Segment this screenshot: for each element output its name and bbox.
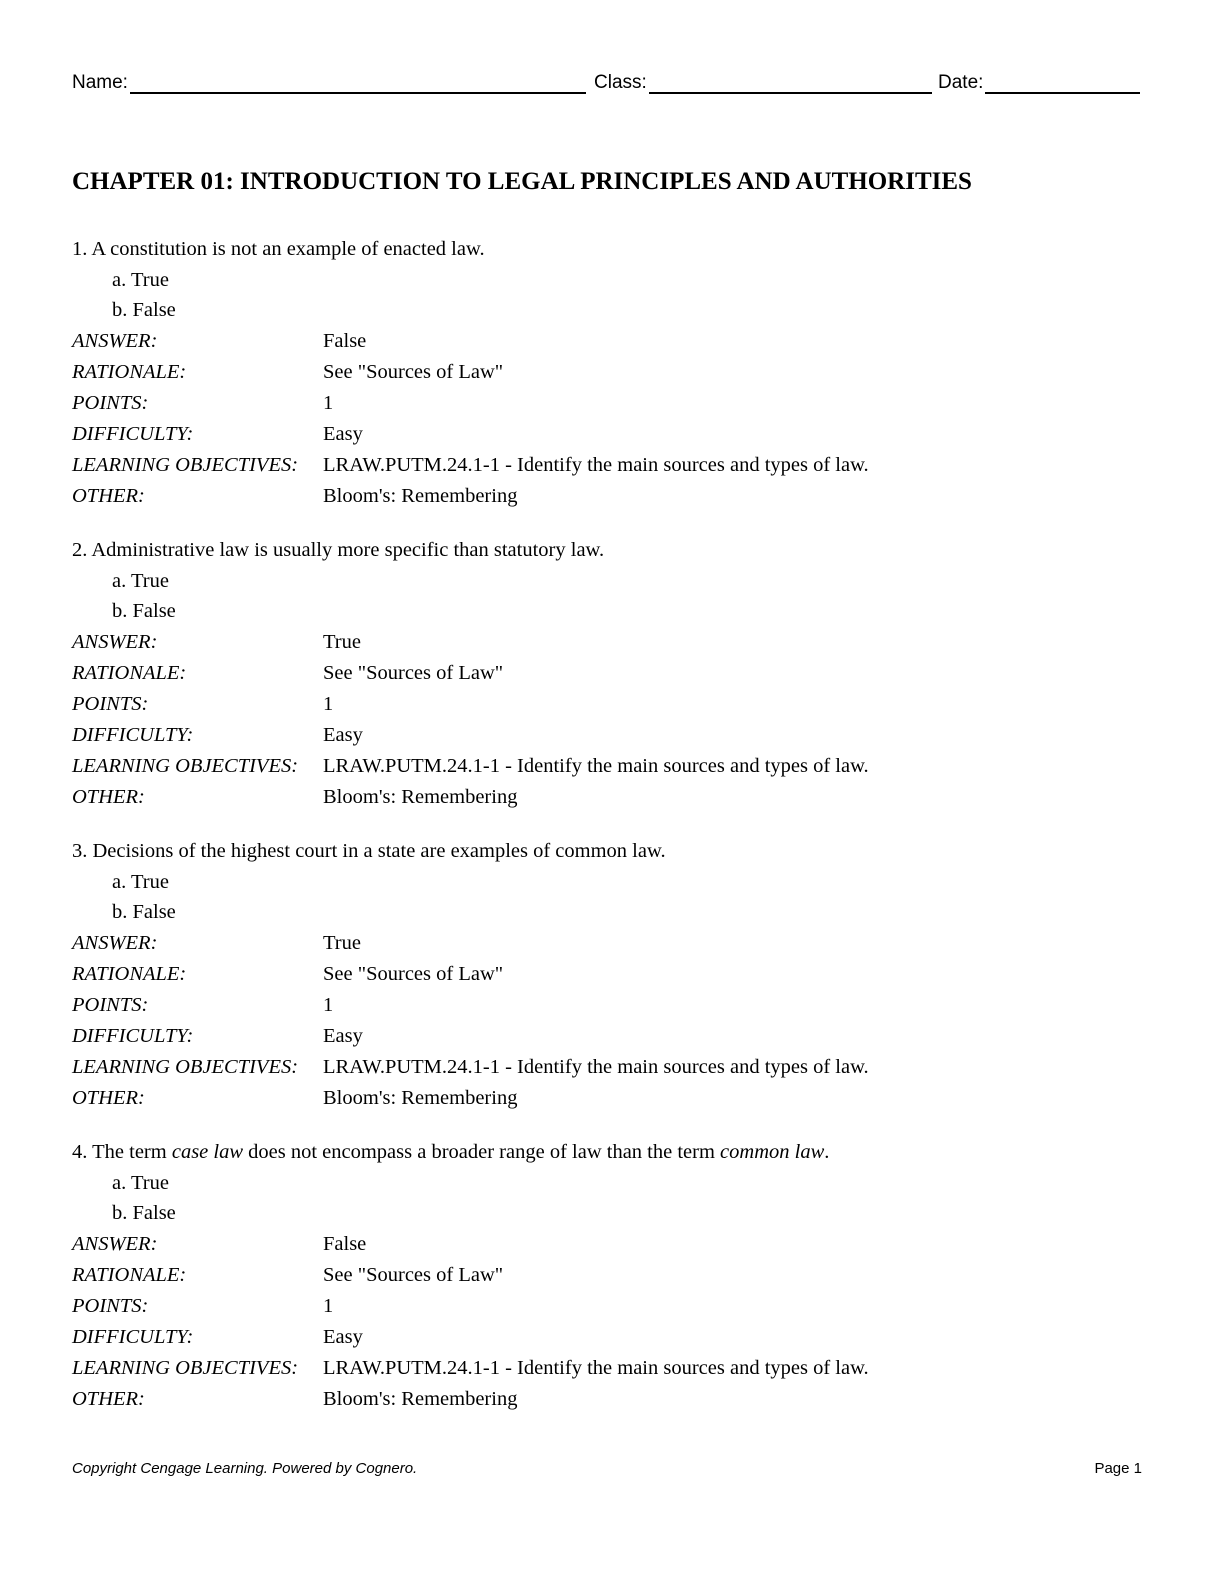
rationale-label: RATIONALE: xyxy=(72,661,187,684)
points-row xyxy=(72,689,1152,720)
name-field[interactable] xyxy=(72,70,586,94)
class-input-line[interactable] xyxy=(649,70,932,94)
date-label: Date: xyxy=(938,72,984,93)
other-label: OTHER: xyxy=(72,785,145,808)
other-value: Bloom's: Remembering xyxy=(323,785,518,808)
rationale-value: See "Sources of Law" xyxy=(323,1263,504,1286)
question-1 xyxy=(72,234,1152,535)
difficulty-row xyxy=(72,1322,1152,1353)
difficulty-row xyxy=(72,419,1152,450)
class-label: Class: xyxy=(594,72,647,93)
learning-objectives-label: LEARNING OBJECTIVES: xyxy=(72,1055,299,1078)
student-info-header xyxy=(72,70,1144,98)
question-number: 1. xyxy=(72,238,88,260)
date-input-line[interactable] xyxy=(985,70,1140,94)
question-number: 3. xyxy=(72,840,88,862)
answer-label: ANSWER: xyxy=(72,931,158,954)
option-b[interactable]: b. False xyxy=(112,299,176,321)
points-value: 1 xyxy=(323,692,334,715)
other-value: Bloom's: Remembering xyxy=(323,1387,518,1410)
points-value: 1 xyxy=(323,1294,334,1317)
difficulty-value: Easy xyxy=(323,1325,363,1348)
difficulty-row xyxy=(72,1021,1152,1052)
learning-objectives-value: LRAW.PUTM.24.1-1 - Identify the main sources and types of law. xyxy=(323,453,869,476)
rationale-label: RATIONALE: xyxy=(72,962,187,985)
option-a[interactable]: a. True xyxy=(112,569,169,592)
question-text xyxy=(72,234,1152,265)
name-input-line[interactable] xyxy=(130,70,586,94)
footer-copyright: Copyright Cengage Learning. Powered by Cognero. xyxy=(72,1460,418,1477)
learning-objectives-value: LRAW.PUTM.24.1-1 - Identify the main sources and types of law. xyxy=(323,1356,869,1379)
question-text-part: Decisions of the highest court in a state are examples of common law. xyxy=(92,840,666,862)
rationale-value: See "Sources of Law" xyxy=(323,360,504,383)
other-row xyxy=(72,481,1152,512)
answer-label: ANSWER: xyxy=(72,1232,158,1255)
difficulty-label: DIFFICULTY: xyxy=(72,422,194,445)
answer-value: True xyxy=(323,630,361,653)
difficulty-label: DIFFICULTY: xyxy=(72,1325,194,1348)
difficulty-label: DIFFICULTY: xyxy=(72,723,194,746)
learning-objectives-label: LEARNING OBJECTIVES: xyxy=(72,1356,299,1379)
other-row xyxy=(72,1083,1152,1114)
question-text-emphasis: case law xyxy=(171,1141,244,1163)
question-text xyxy=(72,836,1152,867)
other-value: Bloom's: Remembering xyxy=(323,1086,518,1109)
rationale-label: RATIONALE: xyxy=(72,1263,187,1286)
question-text xyxy=(72,535,1152,566)
question-text-part: does not encompass a broader range of law than the term xyxy=(243,1141,721,1163)
option-b[interactable]: b. False xyxy=(112,600,176,622)
answer-value: True xyxy=(323,931,361,954)
question-4 xyxy=(72,1137,1152,1438)
question-text-part: The term xyxy=(92,1141,172,1163)
learning-objectives-label: LEARNING OBJECTIVES: xyxy=(72,754,299,777)
points-label: POINTS: xyxy=(72,993,149,1016)
answer-label: ANSWER: xyxy=(72,630,158,653)
question-number: 2. xyxy=(72,539,88,561)
points-label: POINTS: xyxy=(72,391,149,414)
points-value: 1 xyxy=(323,391,334,414)
option-a[interactable]: a. True xyxy=(112,870,169,893)
learning-objectives-value: LRAW.PUTM.24.1-1 - Identify the main sources and types of law. xyxy=(323,754,869,777)
option-a[interactable]: a. True xyxy=(112,1171,169,1194)
answer-row xyxy=(72,928,1152,959)
learning-objectives-value: LRAW.PUTM.24.1-1 - Identify the main sources and types of law. xyxy=(323,1055,869,1078)
option-a[interactable]: a. True xyxy=(112,268,169,291)
question-list xyxy=(72,234,1152,1438)
chapter-title: CHAPTER 01: INTRODUCTION TO LEGAL PRINCIPLES AND AUTHORITIES xyxy=(72,168,972,195)
question-text xyxy=(72,1137,1152,1168)
date-field[interactable] xyxy=(938,70,1140,94)
question-text-part: A constitution is not an example of enacted law. xyxy=(91,238,485,260)
question-2 xyxy=(72,535,1152,836)
question-number: 4. xyxy=(72,1141,88,1163)
other-label: OTHER: xyxy=(72,1086,145,1109)
points-label: POINTS: xyxy=(72,1294,149,1317)
answer-row xyxy=(72,1229,1152,1260)
points-value: 1 xyxy=(323,993,334,1016)
points-row xyxy=(72,990,1152,1021)
rationale-row xyxy=(72,1260,1152,1291)
learning-objectives-row xyxy=(72,1052,1152,1083)
question-3 xyxy=(72,836,1152,1137)
other-value: Bloom's: Remembering xyxy=(323,484,518,507)
points-row xyxy=(72,388,1152,419)
learning-objectives-row xyxy=(72,1353,1152,1384)
answer-value: False xyxy=(323,329,367,352)
other-label: OTHER: xyxy=(72,484,145,507)
other-label: OTHER: xyxy=(72,1387,145,1410)
rationale-value: See "Sources of Law" xyxy=(323,962,504,985)
question-text-part: . xyxy=(824,1141,830,1163)
answer-value: False xyxy=(323,1232,367,1255)
difficulty-value: Easy xyxy=(323,1024,363,1047)
difficulty-label: DIFFICULTY: xyxy=(72,1024,194,1047)
points-label: POINTS: xyxy=(72,692,149,715)
rationale-value: See "Sources of Law" xyxy=(323,661,504,684)
other-row xyxy=(72,782,1152,813)
learning-objectives-label: LEARNING OBJECTIVES: xyxy=(72,453,299,476)
rationale-row xyxy=(72,658,1152,689)
learning-objectives-row xyxy=(72,450,1152,481)
name-label: Name: xyxy=(72,72,128,93)
difficulty-row xyxy=(72,720,1152,751)
answer-row xyxy=(72,627,1152,658)
answer-label: ANSWER: xyxy=(72,329,158,352)
option-b[interactable]: b. False xyxy=(112,1202,176,1224)
difficulty-value: Easy xyxy=(323,422,363,445)
question-text-part: Administrative law is usually more specific than statutory law. xyxy=(91,539,605,561)
difficulty-value: Easy xyxy=(323,723,363,746)
class-field[interactable] xyxy=(594,70,932,94)
question-text-emphasis: common law xyxy=(720,1141,825,1163)
rationale-row xyxy=(72,959,1152,990)
rationale-row xyxy=(72,357,1152,388)
points-row xyxy=(72,1291,1152,1322)
other-row xyxy=(72,1384,1152,1415)
footer-page-number: Page 1 xyxy=(1094,1460,1142,1477)
learning-objectives-row xyxy=(72,751,1152,782)
option-b[interactable]: b. False xyxy=(112,901,176,923)
answer-row xyxy=(72,326,1152,357)
rationale-label: RATIONALE: xyxy=(72,360,187,383)
